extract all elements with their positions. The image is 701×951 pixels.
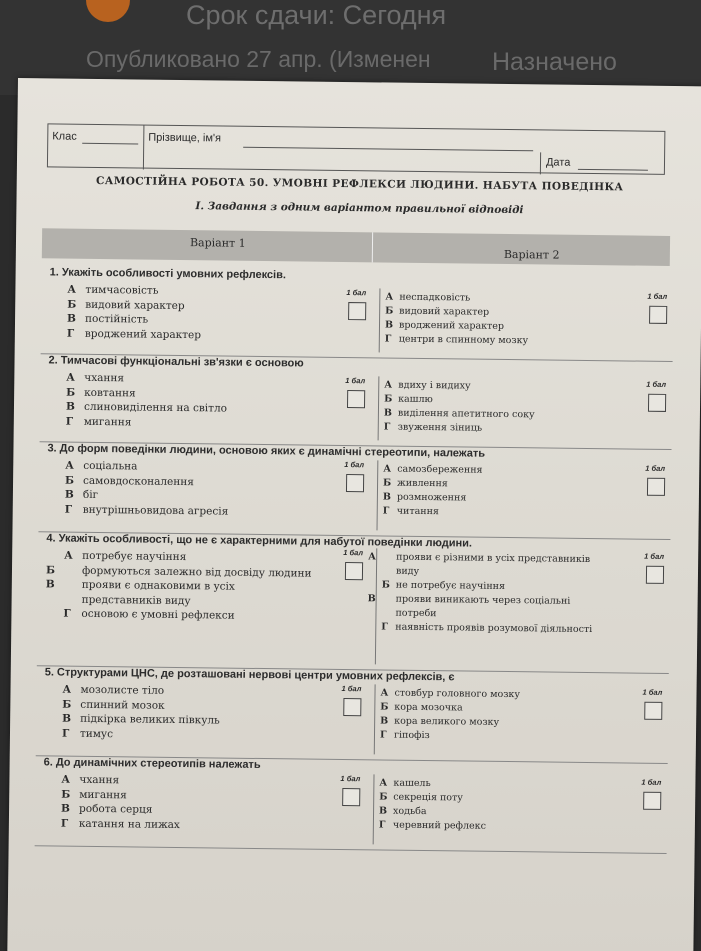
option-text: стовбур головного мозку xyxy=(394,687,521,701)
variant-1-options xyxy=(65,459,336,520)
option-letter: Б xyxy=(62,698,72,711)
option-letter: А xyxy=(368,551,376,563)
option-letter: В xyxy=(383,407,393,419)
option-text: мозолисте тіло xyxy=(80,683,165,697)
variant-divider xyxy=(374,684,376,754)
task-2 xyxy=(40,354,673,450)
option-letter: А xyxy=(385,291,394,303)
option-letter: А xyxy=(65,459,74,472)
answer-option xyxy=(45,578,314,610)
option-text: вдиху і видиху xyxy=(398,379,471,392)
variant-2-points-label: 1 бал xyxy=(642,687,663,697)
question-text: 6. До динамічних стереотипів належать xyxy=(43,756,261,772)
option-letter: Б xyxy=(45,563,56,576)
section-subtitle: І. Завдання з одним варіантом правильної відповіді xyxy=(195,200,524,217)
option-letter: Г xyxy=(63,607,71,620)
option-text: катання на лижах xyxy=(78,817,180,831)
option-text: самозбереження xyxy=(397,463,483,476)
variant-1-options xyxy=(67,283,338,344)
option-text: прояви виникають через соціальні потреби xyxy=(395,593,571,620)
variant-1-points-label: 1 бал xyxy=(343,548,364,558)
option-text: кора мозочка xyxy=(394,701,463,714)
variant-1-points-label: 1 бал xyxy=(344,460,365,470)
option-letter: В xyxy=(384,319,394,331)
option-text: мигання xyxy=(83,415,132,428)
variant-1-points-label: 1 бал xyxy=(341,683,362,694)
answer-option xyxy=(380,728,630,745)
question-text: 5. Структурами ЦНС, де розташовані нервові центри умовних рефлексів, є xyxy=(44,666,455,684)
variant-2-options xyxy=(385,291,636,350)
option-letter: Г xyxy=(61,727,70,740)
option-letter: А xyxy=(66,371,75,384)
option-text: секреція поту xyxy=(393,791,463,804)
option-letter: Б xyxy=(384,393,393,405)
option-text: біг xyxy=(82,488,99,502)
option-text: тимчасовість xyxy=(85,283,159,297)
variant-1-label: Варіант 1 xyxy=(189,236,246,250)
published-info: Опубликовано 27 апр. (Изменен xyxy=(86,46,431,72)
answer-option xyxy=(385,333,635,350)
option-letter: В xyxy=(45,578,55,591)
variant-2-answer-box[interactable] xyxy=(647,478,665,496)
option-text: кашель xyxy=(393,777,431,790)
option-text: робота серця xyxy=(79,802,153,816)
option-text: прояви є різними в усіх представників виду xyxy=(395,551,591,577)
variant-2-answer-box[interactable] xyxy=(643,792,661,810)
option-letter: Г xyxy=(66,327,75,340)
variant-divider xyxy=(378,376,380,440)
variant-divider xyxy=(376,460,378,530)
variant-2-answer-box[interactable] xyxy=(648,394,666,412)
option-text: ковтання xyxy=(84,386,136,399)
worksheet-photo xyxy=(7,78,701,951)
option-text: спинний мозок xyxy=(80,698,165,712)
question-text: 1. Укажіть особливості умовних рефлексів. xyxy=(49,266,287,282)
option-letter: В xyxy=(61,802,71,815)
answer-option xyxy=(66,414,336,432)
variant-1-answer-box[interactable] xyxy=(346,474,364,492)
option-text: чхання xyxy=(84,371,125,385)
answer-option xyxy=(384,420,634,437)
question-text: 2. Тимчасові функціональні зв'язки є основою xyxy=(48,354,304,370)
option-text: видовий характер xyxy=(399,305,490,318)
answer-option xyxy=(383,504,633,521)
option-letter: А xyxy=(67,283,77,296)
variant-2-options xyxy=(383,462,634,521)
option-letter: Б xyxy=(67,298,77,311)
worksheet-title: САМОСТІЙНА РОБОТА 50. УМОВНІ РЕФЛЕКСИ ЛЮДИНИ. НАБУТА ПОВЕДІНКА xyxy=(95,174,624,194)
date-line xyxy=(578,169,648,171)
option-letter: Б xyxy=(66,386,76,399)
option-text: внутрішньовидова агресія xyxy=(82,503,229,518)
option-text: черевний рефлекс xyxy=(392,819,486,832)
option-letter: Г xyxy=(384,333,392,345)
option-text: ходьба xyxy=(393,805,427,818)
option-text: слиновиділення на світло xyxy=(83,400,228,415)
option-letter: Б xyxy=(65,474,75,487)
option-text: гіпофіз xyxy=(393,729,430,742)
option-letter: Г xyxy=(381,621,388,633)
option-text: соціальна xyxy=(83,459,138,473)
answer-option xyxy=(62,726,332,744)
variant-2-options xyxy=(367,550,632,637)
variant-1-answer-box[interactable] xyxy=(348,302,366,320)
option-letter: Б xyxy=(385,305,394,317)
option-text: читання xyxy=(396,505,440,518)
answer-option xyxy=(379,818,629,835)
option-text: не потребує научіння xyxy=(395,579,506,592)
option-letter: Б xyxy=(380,701,389,713)
option-text: кашлю xyxy=(398,393,433,406)
class-line xyxy=(82,143,138,145)
answer-option xyxy=(368,550,610,581)
divider xyxy=(540,152,541,174)
variant-2-points-label: 1 бал xyxy=(647,291,668,301)
variant-1-options xyxy=(45,549,334,625)
option-letter: Г xyxy=(64,503,73,516)
option-letter: А xyxy=(61,773,71,786)
option-text: вроджений характер xyxy=(398,319,505,332)
variant-1-points-label: 1 бал xyxy=(346,288,367,298)
variant-1-points-label: 1 бал xyxy=(345,376,366,386)
variant-1-options xyxy=(66,371,337,432)
variant-1-points-label: 1 бал xyxy=(340,773,361,784)
variant-divider xyxy=(373,774,375,844)
class-label: Клас xyxy=(52,130,77,143)
task-5 xyxy=(36,666,669,764)
option-text: виділення апетитного соку xyxy=(397,407,535,421)
variant-2-answer-box[interactable] xyxy=(646,566,664,584)
option-letter: В xyxy=(66,312,77,325)
option-text: потребує научіння xyxy=(82,549,187,564)
option-letter: Г xyxy=(382,505,390,517)
option-letter: В xyxy=(64,488,74,501)
variant-header xyxy=(42,228,670,266)
option-letter: Б xyxy=(379,791,388,803)
option-text: звуження зіниць xyxy=(397,421,483,434)
option-text: розмноження xyxy=(396,491,467,504)
option-letter: А xyxy=(62,683,72,696)
divider xyxy=(143,126,145,170)
option-text: прояви є однаковими в усіх представників виду xyxy=(81,578,235,607)
assigned-status[interactable]: Назначено xyxy=(492,48,617,76)
variant-1-options xyxy=(61,773,332,834)
option-letter: А xyxy=(383,463,392,475)
option-text: центри в спинному мозку xyxy=(398,333,529,347)
variant-2-label: Варіант 2 xyxy=(503,247,560,262)
option-text: підкірка великих півкуль xyxy=(80,712,220,727)
assignment-icon xyxy=(86,0,130,22)
option-letter: Б xyxy=(61,788,71,801)
option-text: самовдосконалення xyxy=(83,474,195,488)
option-letter: А xyxy=(64,549,73,562)
option-letter: Б xyxy=(383,477,392,489)
task-3 xyxy=(38,442,671,540)
option-letter: В xyxy=(380,715,389,727)
option-text: постійність xyxy=(84,312,149,326)
option-letter: Г xyxy=(65,415,74,428)
option-letter: Б xyxy=(381,579,391,591)
question-text: 3. До форм поведінки людини, основою яких є динамічні стереотипи, належать xyxy=(47,442,486,460)
variant-1-answer-box[interactable] xyxy=(342,788,360,806)
option-letter: А xyxy=(379,777,388,789)
option-text: мигання xyxy=(79,788,127,801)
option-letter: Г xyxy=(60,817,69,830)
variant-divider xyxy=(379,288,381,352)
option-text: формуються залежно від досвіду людини xyxy=(81,564,312,580)
variant-2-answer-box[interactable] xyxy=(649,306,667,324)
option-letter: В xyxy=(65,400,75,413)
variant-2-points-label: 1 бал xyxy=(646,379,667,389)
option-letter: А xyxy=(380,687,389,699)
answer-option xyxy=(67,326,337,344)
answer-option xyxy=(65,502,335,520)
date-label: Дата xyxy=(545,156,571,169)
option-text: вроджений характер xyxy=(84,327,202,341)
option-letter: Г xyxy=(379,729,387,741)
option-text: неспадковість xyxy=(399,291,471,304)
option-letter: В xyxy=(62,712,72,725)
answer-option xyxy=(367,592,609,623)
variant-1-answer-box[interactable] xyxy=(347,390,365,408)
due-date: Срок сдачи: Сегодня xyxy=(186,0,447,30)
answer-option xyxy=(381,620,631,637)
task-6 xyxy=(35,756,668,854)
option-text: тимус xyxy=(79,727,114,740)
option-letter: А xyxy=(384,379,393,391)
variant-1-answer-box[interactable] xyxy=(343,698,361,716)
option-text: кора великого мозку xyxy=(394,715,500,728)
option-text: наявність проявів розумової діяльності xyxy=(395,621,593,636)
option-text: видовий характер xyxy=(85,298,185,312)
option-letter: В xyxy=(382,491,392,503)
question-text: 4. Укажіть особливості, що не є характерними для набутої поведінки людини. xyxy=(46,532,473,550)
option-letter: Г xyxy=(383,421,391,433)
option-letter: Г xyxy=(378,819,386,831)
option-letter: В xyxy=(367,593,376,605)
option-text: живлення xyxy=(397,477,448,490)
variant-2-points-label: 1 бал xyxy=(644,551,665,561)
option-letter: В xyxy=(379,805,388,817)
answer-option xyxy=(61,816,331,834)
task-4 xyxy=(37,532,671,674)
variant-1-options xyxy=(62,683,333,744)
variant-2-answer-box[interactable] xyxy=(644,702,662,720)
answer-option xyxy=(63,607,333,625)
variant-2-options xyxy=(379,776,630,835)
variant-2-points-label: 1 бал xyxy=(641,777,662,787)
divider xyxy=(372,232,373,262)
option-text: чхання xyxy=(79,773,120,787)
task-1 xyxy=(41,266,674,362)
variant-2-options xyxy=(380,686,631,745)
name-label: Прізвище, ім'я xyxy=(148,131,222,145)
variant-2-points-label: 1 бал xyxy=(645,463,666,473)
name-line xyxy=(243,147,533,152)
student-info-box xyxy=(47,123,665,175)
option-text: основою є умовні рефлекси xyxy=(81,607,235,622)
variant-2-options xyxy=(384,378,635,437)
variant-1-answer-box[interactable] xyxy=(345,562,363,580)
